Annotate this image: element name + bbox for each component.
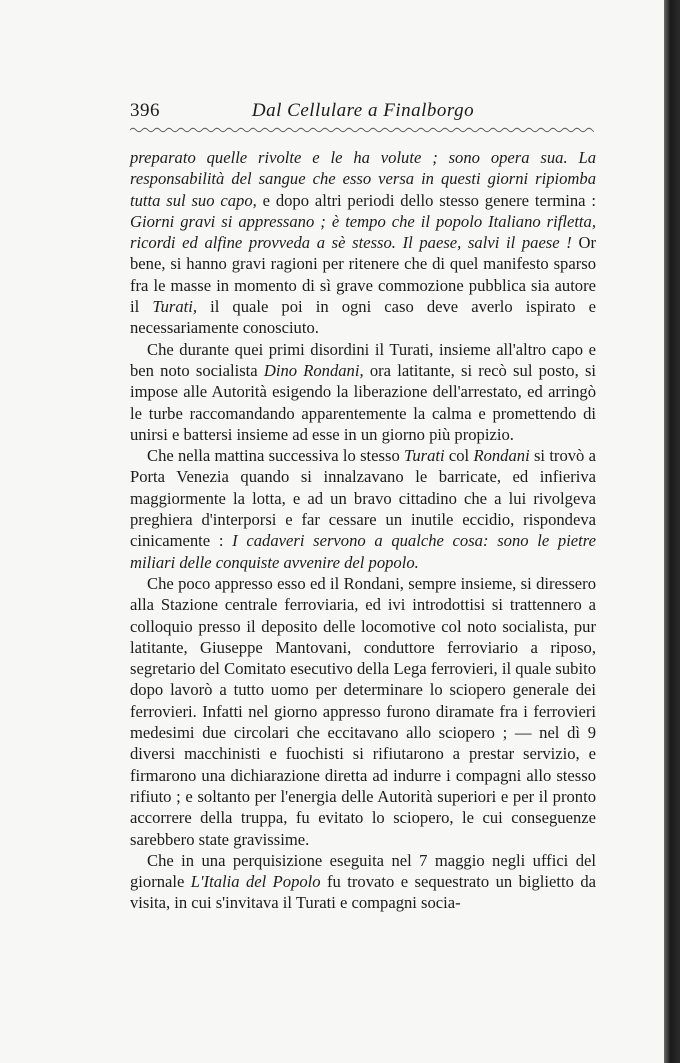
paragraph [130,850,596,914]
paragraph [130,339,596,445]
page-number: 396 [130,100,160,121]
italic-text-run: L'Italia del Popolo [190,872,321,892]
text-run: Or bene, si hanno gravi ragioni per ritenere che di quel manifesto sparso fra le masse in momento di sì grave commozione pubblica sia autore il [130,233,596,317]
paragraph [130,573,596,850]
text-run: Che in una perquisizione eseguita nel 7 maggio negli uffici del giornale [130,850,596,892]
text-run: Che nella mattina successiva lo stesso [147,446,405,466]
italic-text-run: preparato quelle rivolte e le ha volute ; sono opera sua. La responsabilità del sangue che esso versa in questi giorni ripiomba tutta sul suo capo, [130,148,596,210]
book-spine-edge [664,0,680,1063]
italic-text-run: Giorni gravi si appressano ; è tempo che il popolo Italiano rifletta, ricordi ed alfine provveda a sè stesso. Il paese, salvi il paese ! [130,211,596,253]
italic-text-run: Turati, [152,297,198,317]
paragraph [130,445,596,573]
italic-text-run: Turati [404,446,445,466]
text-run: Che durante quei primi disordini il Turati, insieme all'altro capo e ben noto socialista [130,339,596,380]
running-title: Dal Cellulare a Finalborgo [251,100,475,121]
text-run: ora latitante, si recò sul posto, si impose alle Autorità esigendo la liberazione dell'arrestato, ed arringò le turbe raccomandando apparentemente la calma e promettendo di unirsi e battersi insieme ad esse in un giorno più propizio. [130,360,597,444]
text-run: si trovò a Porta Venezia quando si innalzavano le barricate, ed infieriva maggiormente la lotta, e ad un bravo cittadino che a lui rivolgeva preghiera d'interporsi e far cessare un inutile eccidio, rispondeva cinicamente : [130,446,596,551]
text-run: col [444,446,474,466]
text-run: Che poco appresso esso ed il Rondani, sempre insieme, si diressero alla Stazione centrale ferroviaria, ed ivi introdottisi si trattennero a colloquio presso il deposito delle locomotive col noto socialista, pur latitante, Giuseppe Mantovani, conduttore ferroviario a riposo, segretario del Comitato esecutivo della Lega ferrovieri, il quale subito dopo lavorò a tutto uomo per determinare lo sciopero generale dei ferrovieri. Infatti nel giorno appresso furono diramate fra i ferrovieri medesimi due circolari che eccitavano allo sciopero ; — nel dì 9 diversi macchinisti e fuochisti si rifiutarono a prestar servizio, e firmarono una dichiarazione diretta ad indurre i compagni allo stesso rifiuto ; e soltanto per l'energia delle Autorità superiori e per il pronto accorrere della truppa, fu evitato lo sciopero, le cui conseguenze sarebbero state gravissime. [130,573,596,849]
body-text [130,147,596,914]
italic-text-run: Rondani [473,446,530,466]
text-run: il quale poi in ogni caso deve averlo ispirato e necessariamente conosciuto. [130,297,596,338]
decorative-rule [130,126,594,134]
text-run: fu trovato e sequestrato un biglietto da visita, in cui s'invitava il Turati e compagni socia- [130,872,596,913]
italic-text-run: I cadaveri servono a qualche cosa: sono le pietre miliari delle conquiste avvenire del popolo. [130,531,596,572]
page-header [130,100,596,126]
text-run: e dopo altri periodi dello stesso genere termina : [256,190,596,210]
paragraph [130,147,596,339]
italic-text-run: Dino Rondani, [263,360,364,380]
